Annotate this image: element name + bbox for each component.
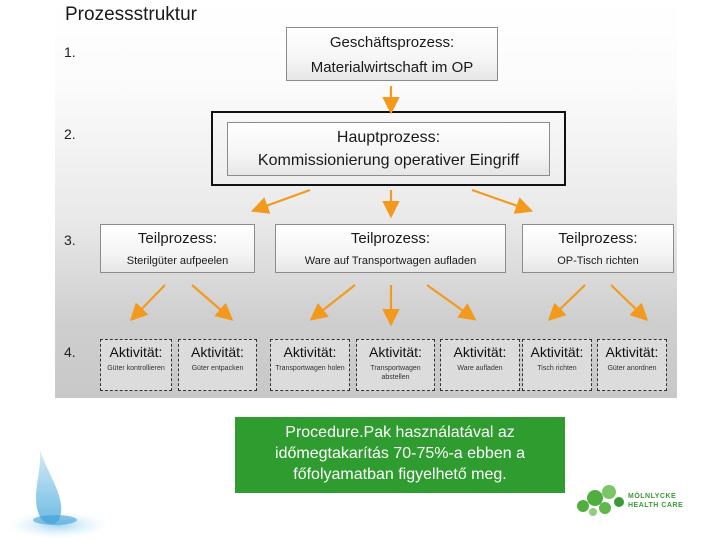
main-process-heading: Hauptprozess:: [336, 129, 441, 146]
arrow-sub3-to-act7: [611, 285, 645, 318]
activity-2-label: Güter entpacken: [191, 365, 244, 372]
subprocess-3-heading: Teilprozess:: [558, 230, 638, 247]
subprocess-2-heading: Teilprozess:: [350, 230, 431, 247]
activity-6-label: Tisch richten: [537, 365, 577, 372]
activity-7-heading: Aktivität:: [605, 344, 659, 360]
activity-7-label: Güter anordnen: [607, 365, 657, 372]
arrow-sub2-to-act5: [427, 285, 473, 318]
activity-1-label: Güter kontrollieren: [107, 365, 165, 372]
activity-5-label: Ware aufladen: [457, 365, 503, 372]
diagram-title: Prozessstruktur: [65, 4, 197, 25]
savings-callout: [235, 417, 565, 493]
arrow-sub1-to-act1: [133, 285, 165, 318]
level-number-4: 4.: [64, 344, 76, 360]
callout-line-3: főfolyamatban figyelhető meg.: [293, 466, 507, 483]
activity-1-heading: Aktivität:: [109, 344, 163, 360]
business-process-label: Materialwirtschaft im OP: [310, 59, 474, 76]
process-structure-diagram: [55, 0, 677, 398]
activity-4-heading: Aktivität:: [369, 344, 422, 360]
molnlycke-logo-icon: [575, 478, 627, 518]
logo-line-1: MÖLNLYCKE: [628, 493, 677, 500]
subprocess-3-label: OP-Tisch richten: [557, 255, 639, 267]
arrow-sub3-to-act6: [551, 285, 585, 318]
activity-2-heading: Aktivität:: [191, 344, 244, 360]
main-process-label: Kommissionierung operativer Eingriff: [257, 152, 520, 169]
logo-line-2: HEALTH CARE: [628, 502, 684, 509]
callout-line-2: időmegtakarítás 70-75%-a ebben a: [275, 445, 525, 462]
activity-5-heading: Aktivität:: [453, 344, 507, 360]
arrow-main-to-sub3: [472, 190, 529, 210]
level-number-1: 1.: [64, 44, 76, 60]
activity-3-label: Transportwagen holen: [275, 365, 345, 372]
level-number-3: 3.: [64, 232, 76, 248]
callout-line-1: Procedure.Pak használatával az: [285, 424, 515, 441]
activity-3-heading: Aktivität:: [283, 344, 337, 360]
activity-6-heading: Aktivität:: [530, 344, 584, 360]
logo-wordmark: [628, 492, 683, 510]
subprocess-1-label: Sterilgüter aufpeelen: [126, 255, 229, 267]
level-number-2: 2.: [64, 126, 76, 142]
arrow-sub1-to-act2: [192, 285, 230, 318]
subprocess-2-label: Ware auf Transportwagen aufladen: [304, 255, 477, 267]
business-process-heading: Geschäftsprozess:: [329, 34, 455, 51]
water-drop-image: [0, 445, 110, 540]
connector-arrows: [55, 0, 677, 398]
activity-4-label: Transportwagen abstellen: [370, 365, 421, 381]
arrow-sub2-to-act3: [313, 285, 355, 318]
arrow-main-to-sub1: [255, 190, 310, 210]
subprocess-1-heading: Teilprozess:: [137, 230, 218, 247]
